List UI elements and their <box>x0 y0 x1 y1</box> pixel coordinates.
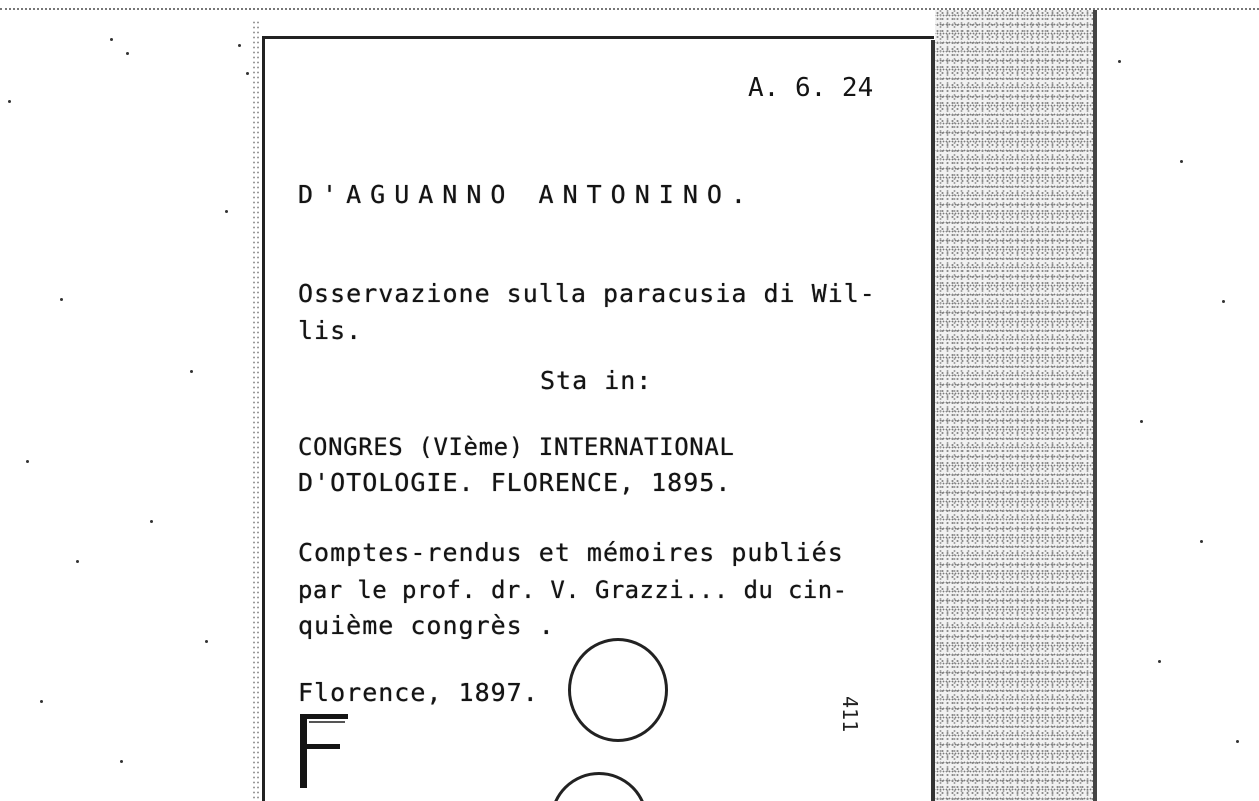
author-heading <box>298 180 755 210</box>
speckle <box>60 298 63 301</box>
speckle <box>8 100 11 103</box>
speckle <box>190 370 193 373</box>
congress-line-2: D'OTOLOGIE. FLORENCE, 1895. <box>298 468 732 497</box>
speckle <box>126 52 129 55</box>
speckle <box>110 38 113 41</box>
author-name: D'AGUANNO ANTONINO. <box>298 180 755 209</box>
speckle <box>1118 60 1121 63</box>
publication-line-1: Comptes-rendus et mémoires publiés <box>298 538 844 567</box>
card-left-shadow <box>252 20 260 801</box>
title-line-1: Osservazione sulla paracusia di Wil- <box>298 279 876 308</box>
in-label: Sta in: <box>540 366 653 395</box>
speckle <box>1140 420 1143 423</box>
publication-line-2: par le prof. dr. V. Grazzi... du cin- <box>298 576 848 604</box>
speckle <box>26 460 29 463</box>
shelfmark: A. 6. 24 <box>748 73 874 103</box>
title-line-2: lis. <box>298 316 363 345</box>
stamp-letter-f <box>300 714 348 788</box>
speckle <box>1158 660 1161 663</box>
top-scan-edge <box>0 0 1259 10</box>
speckle <box>150 520 153 523</box>
publication-line-3: quième congrès . <box>298 611 555 640</box>
speckle <box>40 700 43 703</box>
speckle <box>76 560 79 563</box>
congress-line-1: CONGRES (VIème) INTERNATIONAL <box>298 433 735 461</box>
punched-hole-upper <box>568 638 668 742</box>
speckle <box>1222 300 1225 303</box>
speckle <box>1200 540 1203 543</box>
speckle <box>1180 160 1183 163</box>
rotated-side-mark: 411 <box>838 696 862 733</box>
catalog-card-right-border <box>931 40 935 801</box>
speckle <box>225 210 228 213</box>
imprint: Florence, 1897. <box>298 678 539 707</box>
speckle <box>246 72 249 75</box>
speckle <box>238 44 241 47</box>
adjacent-card-border <box>1093 10 1097 801</box>
speckle <box>120 760 123 763</box>
speckle <box>1236 740 1239 743</box>
speckle <box>205 640 208 643</box>
adjacent-card-edge <box>935 10 1097 801</box>
